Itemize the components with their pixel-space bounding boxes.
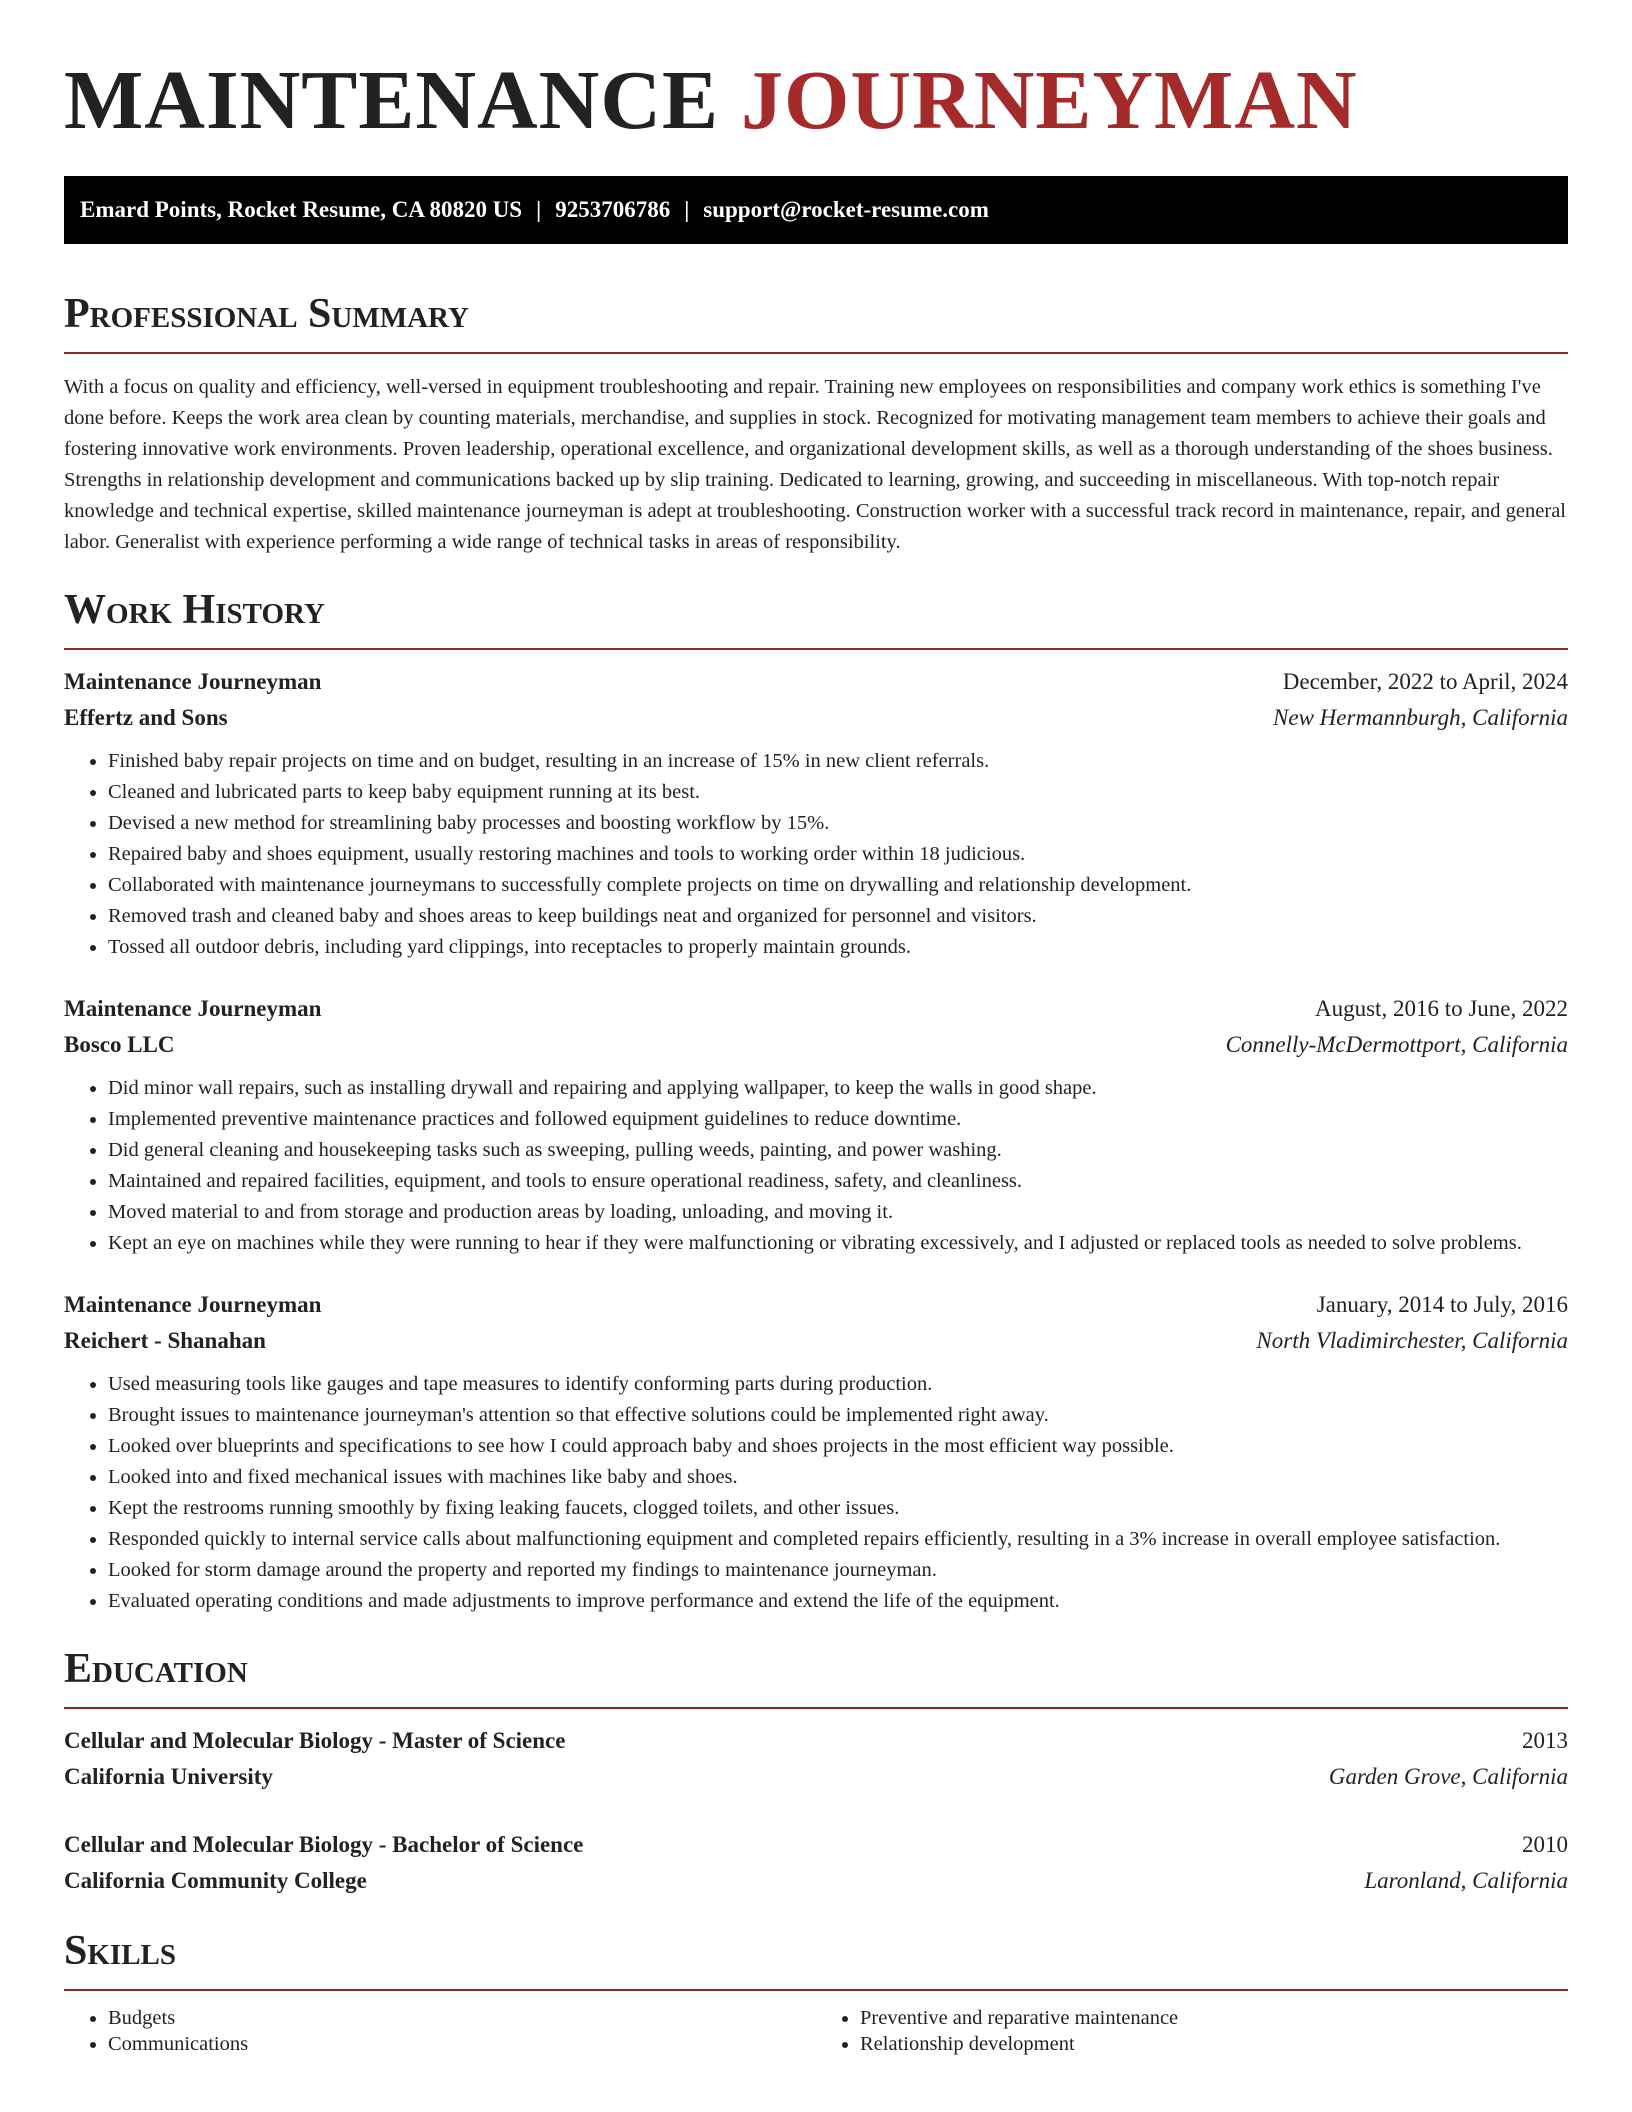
education-entry [64,1723,1568,1795]
education-degree: Cellular and Molecular Biology - Master of Science [64,1728,566,1753]
job-bullet: • Devised a new method for streamlining baby processes and boosting workflow by 15%. [108,808,1568,839]
section-title-summary: Professional Summary [64,291,469,337]
education-year: 2010 [1522,1832,1568,1857]
skill-item: • Preventive and reparative maintenance [860,2005,1568,2031]
job-subheader [64,1027,1568,1063]
job-bullet: • Looked into and fixed mechanical issues with machines like baby and shoes. [108,1462,1568,1493]
education-section [64,1641,1568,1899]
job-subheader [64,1323,1568,1359]
skill-item: • Budgets [108,2005,816,2031]
education-subheader [64,1863,1568,1899]
job-bullets [64,1369,1568,1617]
job-location: Connelly-McDermottport, California [1225,1032,1568,1057]
section-divider [64,352,1568,354]
job-header [64,1287,1568,1323]
job-company: Effertz and Sons [64,705,228,730]
job-title: Maintenance Journeyman [64,669,322,694]
job-dates: December, 2022 to April, 2024 [1282,669,1568,694]
contact-separator: | [536,197,542,222]
education-location: Garden Grove, California [1328,1764,1568,1789]
job-company: Bosco LLC [64,1032,175,1057]
job-location: New Hermannburgh, California [1273,705,1568,730]
job-dates: August, 2016 to June, 2022 [1315,996,1568,1021]
job-bullet: • Did minor wall repairs, such as installing drywall and repairing and applying wallpaper, to keep the walls in good shape. [108,1073,1568,1104]
job-dates: January, 2014 to July, 2016 [1316,1292,1568,1317]
job-bullet: • Responded quickly to internal service calls about malfunctioning equipment and completed repairs efficiently, resulting in a 3% increase in overall employee satisfaction. [108,1524,1568,1555]
job-subheader [64,700,1568,736]
summary-section [64,286,1568,558]
contact-email: support@rocket-resume.com [703,197,989,222]
education-header [64,1827,1568,1863]
skill-item: • Communications [108,2031,816,2057]
job-bullet: • Tossed all outdoor debris, including yard clippings, into receptacles to properly maintain grounds. [108,932,1568,963]
contact-phone: 9253706786 [555,197,671,222]
section-title-education: Education [64,1646,248,1692]
education-school: California Community College [64,1868,367,1893]
skills-section [64,1923,1568,2057]
job-bullet: • Removed trash and cleaned baby and shoes areas to keep buildings neat and organized for personnel and visitors. [108,901,1568,932]
job-bullets [64,746,1568,963]
education-header [64,1723,1568,1759]
job-bullet: • Did general cleaning and housekeeping tasks such as sweeping, pulling weeds, painting, and power washing. [108,1135,1568,1166]
education-year: 2013 [1522,1728,1568,1753]
job-company: Reichert - Shanahan [64,1328,266,1353]
job-location: North Vladimirchester, California [1256,1328,1568,1353]
skills-list-left [64,2005,816,2057]
job-bullet: • Brought issues to maintenance journeyman's attention so that effective solutions could be implemented right away. [108,1400,1568,1431]
job-bullet: • Implemented preventive maintenance practices and followed equipment guidelines to reduce downtime. [108,1104,1568,1135]
work-history-section [64,582,1568,1617]
job-bullet: • Looked over blueprints and specifications to see how I could approach baby and shoes projects in the most efficient way possible. [108,1431,1568,1462]
name-last: JOURNEYMAN [741,54,1358,147]
job-bullets [64,1073,1568,1259]
job-title: Maintenance Journeyman [64,996,322,1021]
section-title-work: Work History [64,587,325,633]
education-location: Laronland, California [1364,1868,1568,1893]
job-bullet: • Finished baby repair projects on time and on budget, resulting in an increase of 15% in new client referrals. [108,746,1568,777]
section-title-skills: Skills [64,1928,177,1974]
section-divider [64,648,1568,650]
contact-separator: | [684,197,690,222]
job-bullet: • Looked for storm damage around the property and reported my findings to maintenance journeyman. [108,1555,1568,1586]
contact-address: Emard Points, Rocket Resume, CA 80820 US [80,197,523,222]
job-bullet: • Repaired baby and shoes equipment, usually restoring machines and tools to working order within 18 judicious. [108,839,1568,870]
job-bullet: • Maintained and repaired facilities, equipment, and tools to ensure operational readiness, safety, and cleanliness. [108,1166,1568,1197]
education-subheader [64,1759,1568,1795]
name-first: MAINTENANCE [64,54,720,147]
candidate-name [64,0,1568,176]
job-bullet: • Evaluated operating conditions and made adjustments to improve performance and extend the life of the equipment. [108,1586,1568,1617]
job-bullet: • Kept the restrooms running smoothly by fixing leaking faucets, clogged toilets, and other issues. [108,1493,1568,1524]
skill-item: • Relationship development [860,2031,1568,2057]
education-degree: Cellular and Molecular Biology - Bachelor of Science [64,1832,584,1857]
education-school: California University [64,1764,273,1789]
education-entry [64,1827,1568,1899]
skills-list-right [816,2005,1568,2057]
skills-grid [64,1991,1568,2057]
job-title: Maintenance Journeyman [64,1292,322,1317]
section-divider [64,1707,1568,1709]
job-bullet: • Cleaned and lubricated parts to keep baby equipment running at its best. [108,777,1568,808]
job-header [64,664,1568,700]
job-header [64,991,1568,1027]
job-bullet: • Moved material to and from storage and production areas by loading, unloading, and moving it. [108,1197,1568,1228]
job-entry [64,1287,1568,1617]
job-bullet: • Kept an eye on machines while they were running to hear if they were malfunctioning or vibrating excessively, and I adjusted or replaced tools as needed to solve problems. [108,1228,1568,1259]
contact-bar [64,176,1568,244]
job-bullet: • Collaborated with maintenance journeymans to successfully complete projects on time on drywalling and relationship development. [108,870,1568,901]
summary-text: With a focus on quality and efficiency, well-versed in equipment troubleshooting and repair. Training new employees on responsibilities and company work ethics is something I've done before. Keeps the work area clean by counting materials, merchandise, and supplies in stock. Recognized for motivating management team members to achieve their goals and fostering innovative work environments. Proven leadership, operational excellence, and organizational development skills, as well as a thorough understanding of the shoes business. Strengths in relationship development and communications backed up by slip training. Dedicated to learning, growing, and succeeding in miscellaneous. With top-notch repair knowledge and technical expertise, skilled maintenance journeyman is adept at troubleshooting. Construction worker with a successful track record in maintenance, repair, and general labor. Generalist with experience performing a wide range of technical tasks in areas of responsibility. [64,376,1566,553]
job-entry [64,664,1568,963]
job-bullet: • Used measuring tools like gauges and tape measures to identify conforming parts during production. [108,1369,1568,1400]
job-entry [64,991,1568,1259]
